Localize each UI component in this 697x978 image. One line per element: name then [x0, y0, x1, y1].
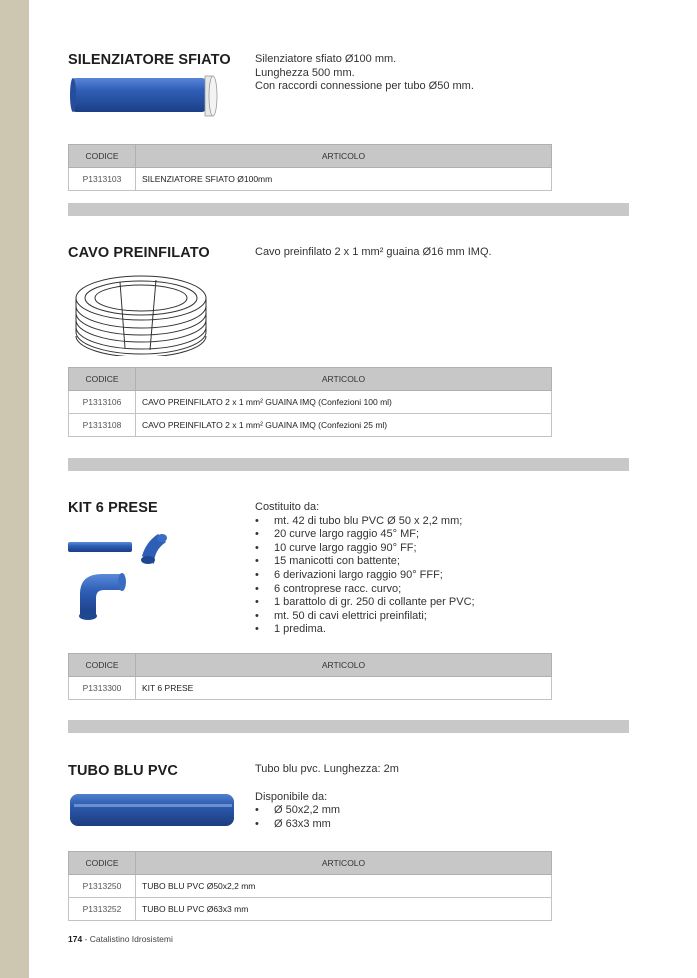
list-item: • Ø 50x2,2 mm — [255, 804, 399, 818]
list-item: • 1 predima. — [255, 623, 475, 637]
section-description-cavo — [255, 246, 492, 260]
page-footer — [68, 934, 173, 944]
page-number: 174 — [68, 934, 83, 944]
sizes-list — [255, 804, 399, 831]
description-line: Tubo blu pvc. Lunghezza: 2m — [255, 763, 399, 775]
list-item: • Ø 63x3 mm — [255, 818, 399, 832]
list-item: • 6 controprese racc. curvo; — [255, 583, 475, 597]
table-header-row — [69, 368, 552, 391]
list-item: • 6 derivazioni largo raggio 90° FFF; — [255, 569, 475, 583]
cell-codice: P1313250 — [69, 875, 136, 898]
section-divider — [68, 458, 629, 471]
table-row — [69, 898, 552, 921]
header-codice: CODICE — [69, 852, 136, 875]
cell-codice: P1313103 — [69, 168, 136, 191]
side-band — [0, 0, 29, 978]
header-articolo: ARTICOLO — [136, 368, 552, 391]
cell-codice: P1313300 — [69, 677, 136, 700]
cell-articolo: TUBO BLU PVC Ø50x2,2 mm — [136, 875, 552, 898]
cell-codice: P1313108 — [69, 414, 136, 437]
table-row — [69, 875, 552, 898]
section-divider — [68, 203, 629, 216]
header-articolo: ARTICOLO — [136, 654, 552, 677]
table-header-row — [69, 654, 552, 677]
cell-codice: P1313106 — [69, 391, 136, 414]
product-table-tubo — [68, 851, 552, 921]
cell-articolo: CAVO PREINFILATO 2 x 1 mm² GUAINA IMQ (Confezioni 100 ml) — [136, 391, 552, 414]
section-title-cavo: CAVO PREINFILATO — [68, 245, 210, 261]
cell-articolo: SILENZIATORE SFIATO Ø100mm — [136, 168, 552, 191]
section-divider — [68, 720, 629, 733]
cell-articolo: KIT 6 PRESE — [136, 677, 552, 700]
product-table-silenziatore — [68, 144, 552, 191]
table-row — [69, 677, 552, 700]
cell-articolo: CAVO PREINFILATO 2 x 1 mm² GUAINA IMQ (Confezioni 25 ml) — [136, 414, 552, 437]
section-title-tubo: TUBO BLU PVC — [68, 763, 178, 779]
description-line: Cavo preinfilato 2 x 1 mm² guaina Ø16 mm IMQ. — [255, 246, 492, 258]
table-row — [69, 391, 552, 414]
blue-pipe-image — [68, 792, 236, 828]
section-description-silenziatore — [255, 53, 474, 94]
header-codice: CODICE — [69, 654, 136, 677]
header-articolo: ARTICOLO — [136, 145, 552, 168]
header-articolo: ARTICOLO — [136, 852, 552, 875]
cell-articolo: TUBO BLU PVC Ø63x3 mm — [136, 898, 552, 921]
list-item: • 20 curve largo raggio 45° MF; — [255, 528, 475, 542]
header-codice: CODICE — [69, 368, 136, 391]
table-header-row — [69, 852, 552, 875]
silencer-image — [68, 72, 220, 120]
description-line: Silenziatore sfiato Ø100 mm. — [255, 53, 397, 65]
description-line: Lunghezza 500 mm. — [255, 66, 355, 79]
section-title-kit: KIT 6 PRESE — [68, 500, 158, 516]
kit-items-list — [255, 515, 475, 637]
cable-coil-image — [70, 270, 212, 356]
list-item: • mt. 42 di tubo blu PVC Ø 50 x 2,2 mm; — [255, 515, 475, 529]
list-item: • 10 curve largo raggio 90° FF; — [255, 542, 475, 556]
section-description-kit — [255, 501, 475, 637]
kit-fittings-image — [66, 530, 172, 622]
available-label: Disponibile da: — [255, 790, 328, 803]
cell-codice: P1313252 — [69, 898, 136, 921]
table-row — [69, 414, 552, 437]
list-item: • 1 barattolo di gr. 250 di collante per PVC; — [255, 596, 475, 610]
footer-text: - Catalistino Idrosistemi — [82, 934, 173, 944]
description-line: Con raccordi connessione per tubo Ø50 mm. — [255, 80, 474, 93]
product-table-kit — [68, 653, 552, 700]
list-item: • 15 manicotti con battente; — [255, 555, 475, 569]
section-title-silenziatore: SILENZIATORE SFIATO — [68, 52, 231, 68]
description-intro: Costituito da: — [255, 501, 320, 513]
table-row — [69, 168, 552, 191]
table-header-row — [69, 145, 552, 168]
section-description-tubo — [255, 763, 399, 831]
product-table-cavo — [68, 367, 552, 437]
list-item: • mt. 50 di cavi elettrici preinfilati; — [255, 610, 475, 624]
header-codice: CODICE — [69, 145, 136, 168]
